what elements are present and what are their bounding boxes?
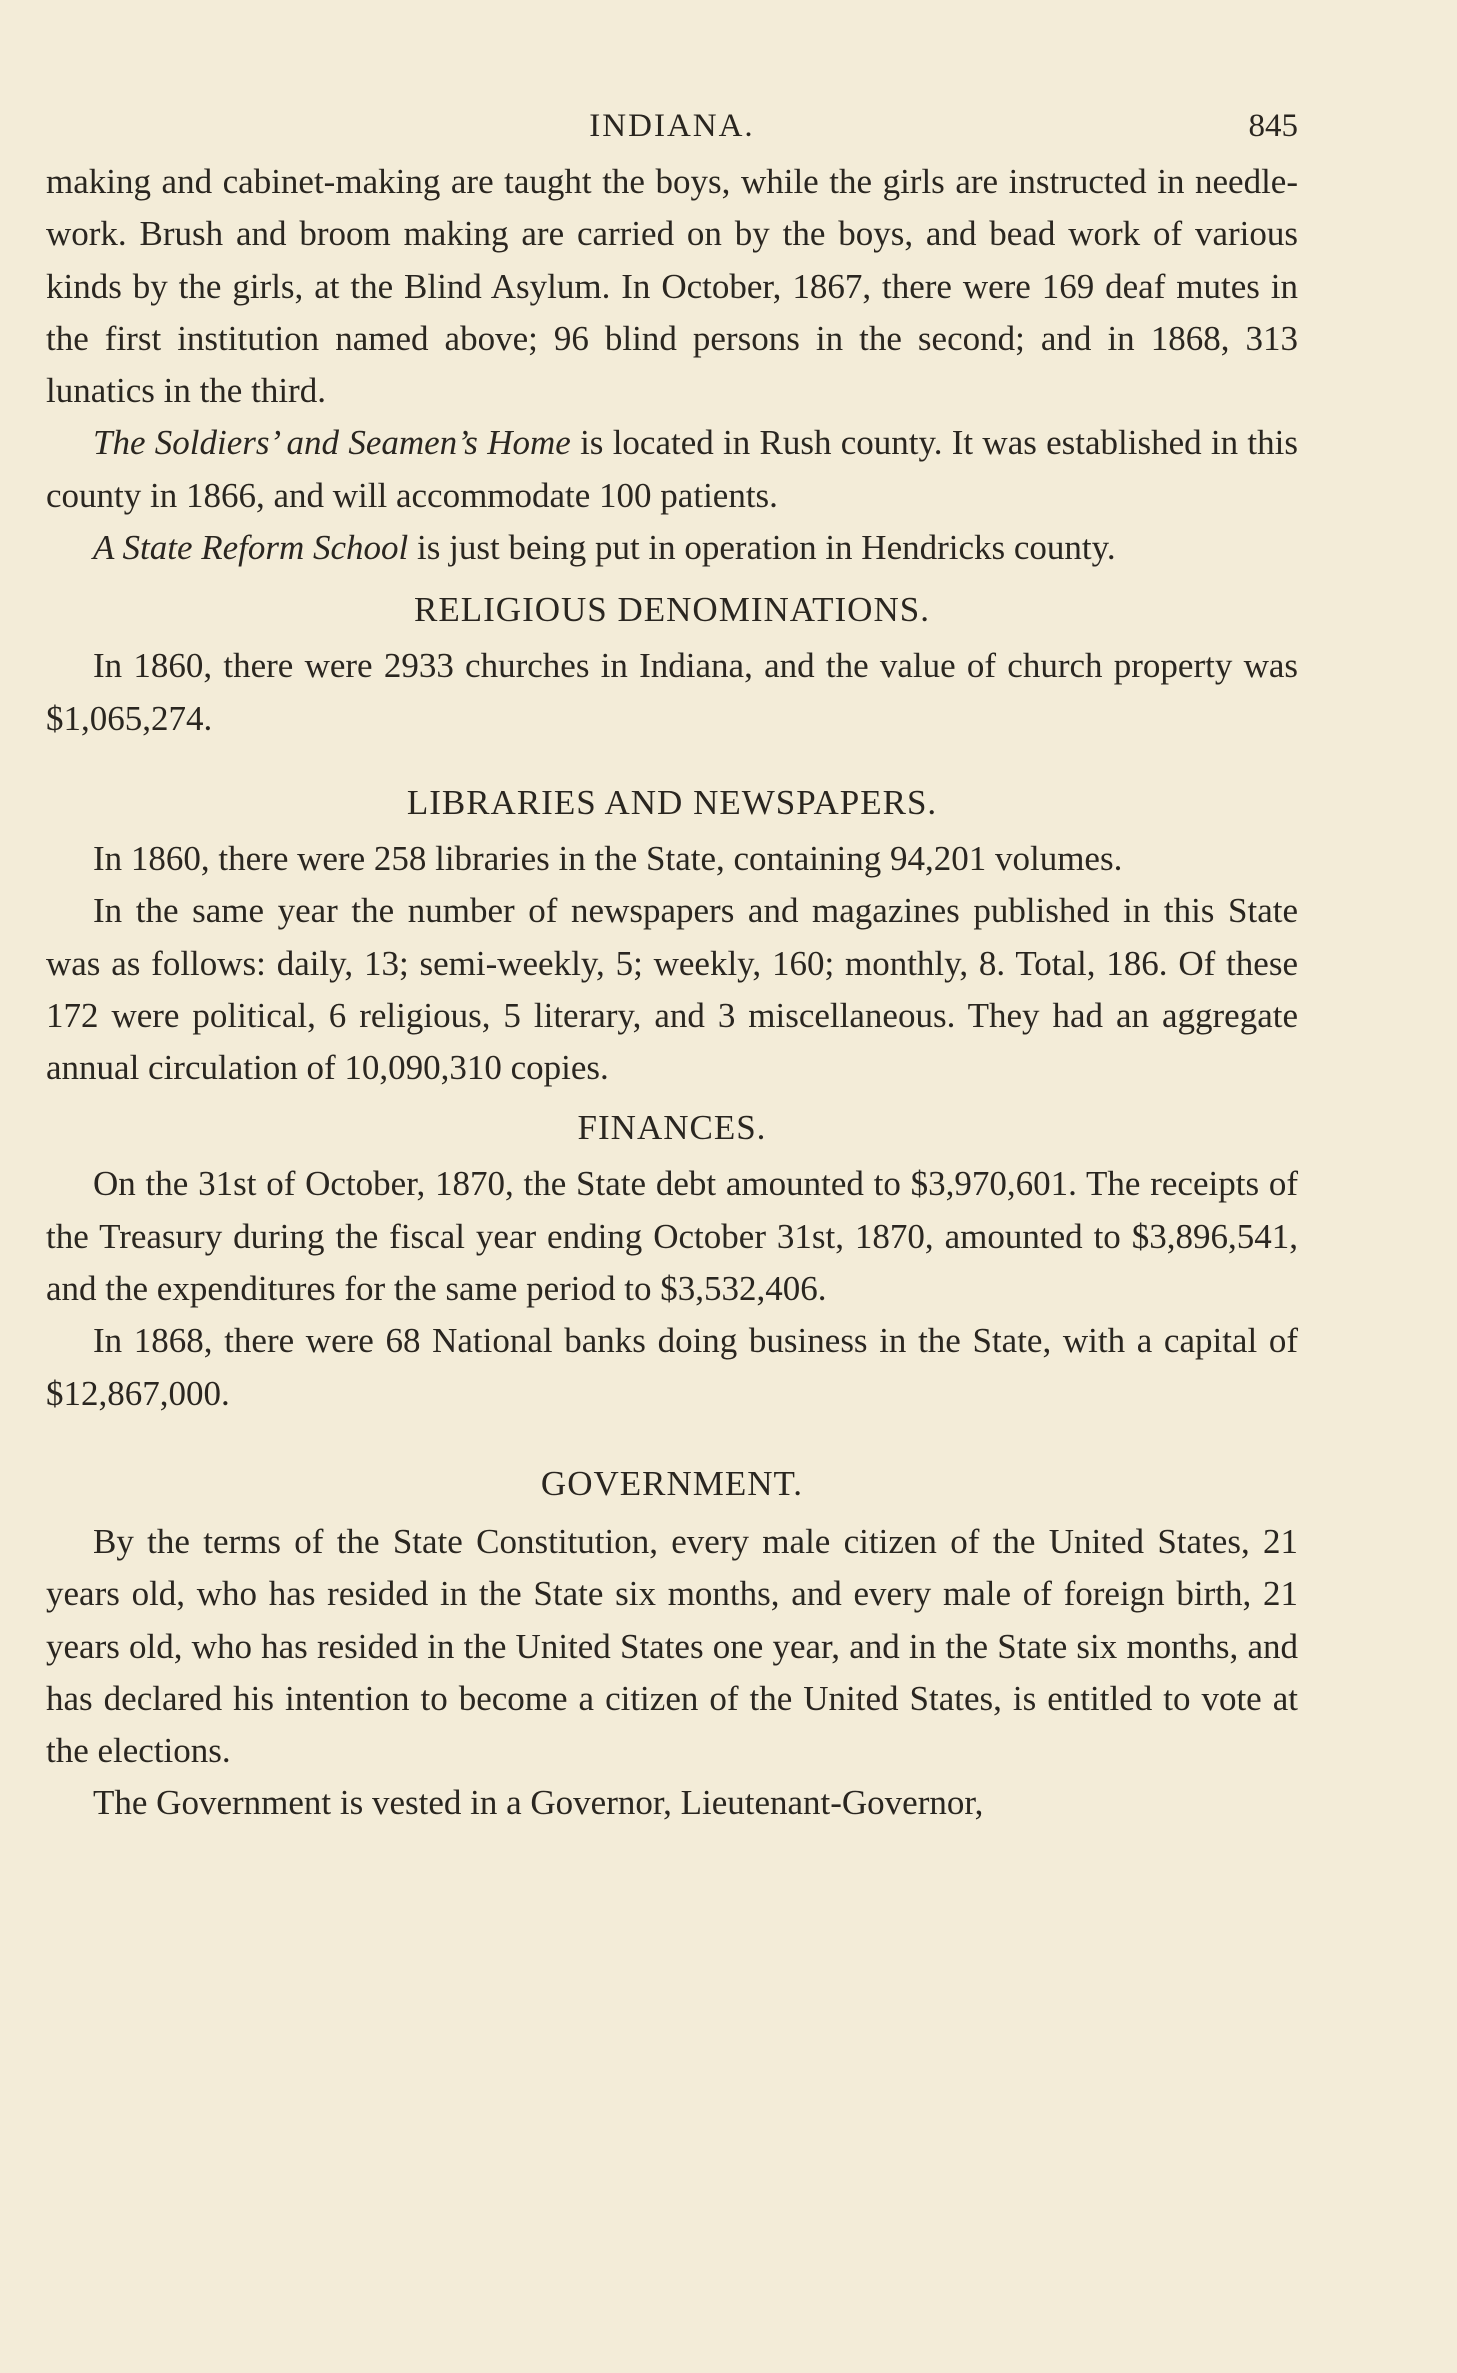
paragraph-reform-school <box>46 522 1298 574</box>
book-page <box>46 108 1298 1830</box>
heading-libraries-newspapers: LIBRARIES AND NEWSPAPERS. <box>406 782 938 822</box>
heading-religious-denominations: RELIGIOUS DENOMINATIONS. <box>414 590 930 630</box>
paragraph-banks: In 1868, there were 68 National banks doing business in the State, with a capital of $12,867,000. <box>46 1321 1298 1413</box>
soldiers-home-name: The Soldiers’ and Seamen’s Home <box>93 423 571 463</box>
reform-school-name: A State Reform School <box>93 528 409 568</box>
running-header <box>46 108 1298 156</box>
heading-government: GOVERNMENT. <box>540 1463 804 1503</box>
heading-finances: FINANCES. <box>577 1108 767 1148</box>
paragraph-churches: In 1860, there were 2933 churches in Indiana, and the value of church property was $1,065,274. <box>46 646 1298 738</box>
soldiers-home-text: is located in Rush county. It was established in this county in 1866, and will accommodate 100 patients. <box>46 423 1298 515</box>
paragraph-libraries: In 1860, there were 258 libraries in the State, containing 94,201 volumes. <box>93 838 1123 878</box>
paragraph-soldiers-home <box>46 417 1298 522</box>
paragraph-newspapers: In the same year the number of newspapers and magazines published in this State was as follows: daily, 13; semi-weekly, 5; weekly, 160; monthly, 8. Total, 186. Of these 172 were political, 6 religious, 5 literary, and 3 miscellaneous. They had an aggregate annual circulation of 10,090,310 copies. <box>46 891 1298 1088</box>
paragraph-government-vested: The Government is vested in a Governor, Lieutenant-Governor, <box>93 1783 984 1823</box>
paragraph-state-debt: On the 31st of October, 1870, the State debt amounted to $3,970,601. The receipts of the Treasury during the fiscal year ending October 31st, 1870, amounted to $3,896,541, and the expenditures for the same period to $3,532,406. <box>46 1164 1298 1309</box>
paragraph-institutions: making and cabinet-making are taught the boys, while the girls are instructed in needle-work. Brush and broom making are carried on by the boys, and bead work of various kinds by the girls, at the Blind Asylum. In October, 1867, there were 169 deaf mutes in the first institution named above; 96 blind persons in the second; and in 1868, 313 lunatics in the third. <box>46 162 1298 411</box>
paragraph-suffrage: By the terms of the State Constitution, every male citizen of the United States, 21 years old, who has resided in the State six months, and every male of foreign birth, 21 years old, who has resided in the United States one year, and in the State six months, and has declared his intention to become a citizen of the United States, is entitled to vote at the elections. <box>46 1521 1298 1771</box>
reform-school-text: is just being put in operation in Hendricks county. <box>408 528 1116 568</box>
page-number: 845 <box>1248 108 1298 144</box>
running-title: INDIANA. <box>589 108 755 144</box>
